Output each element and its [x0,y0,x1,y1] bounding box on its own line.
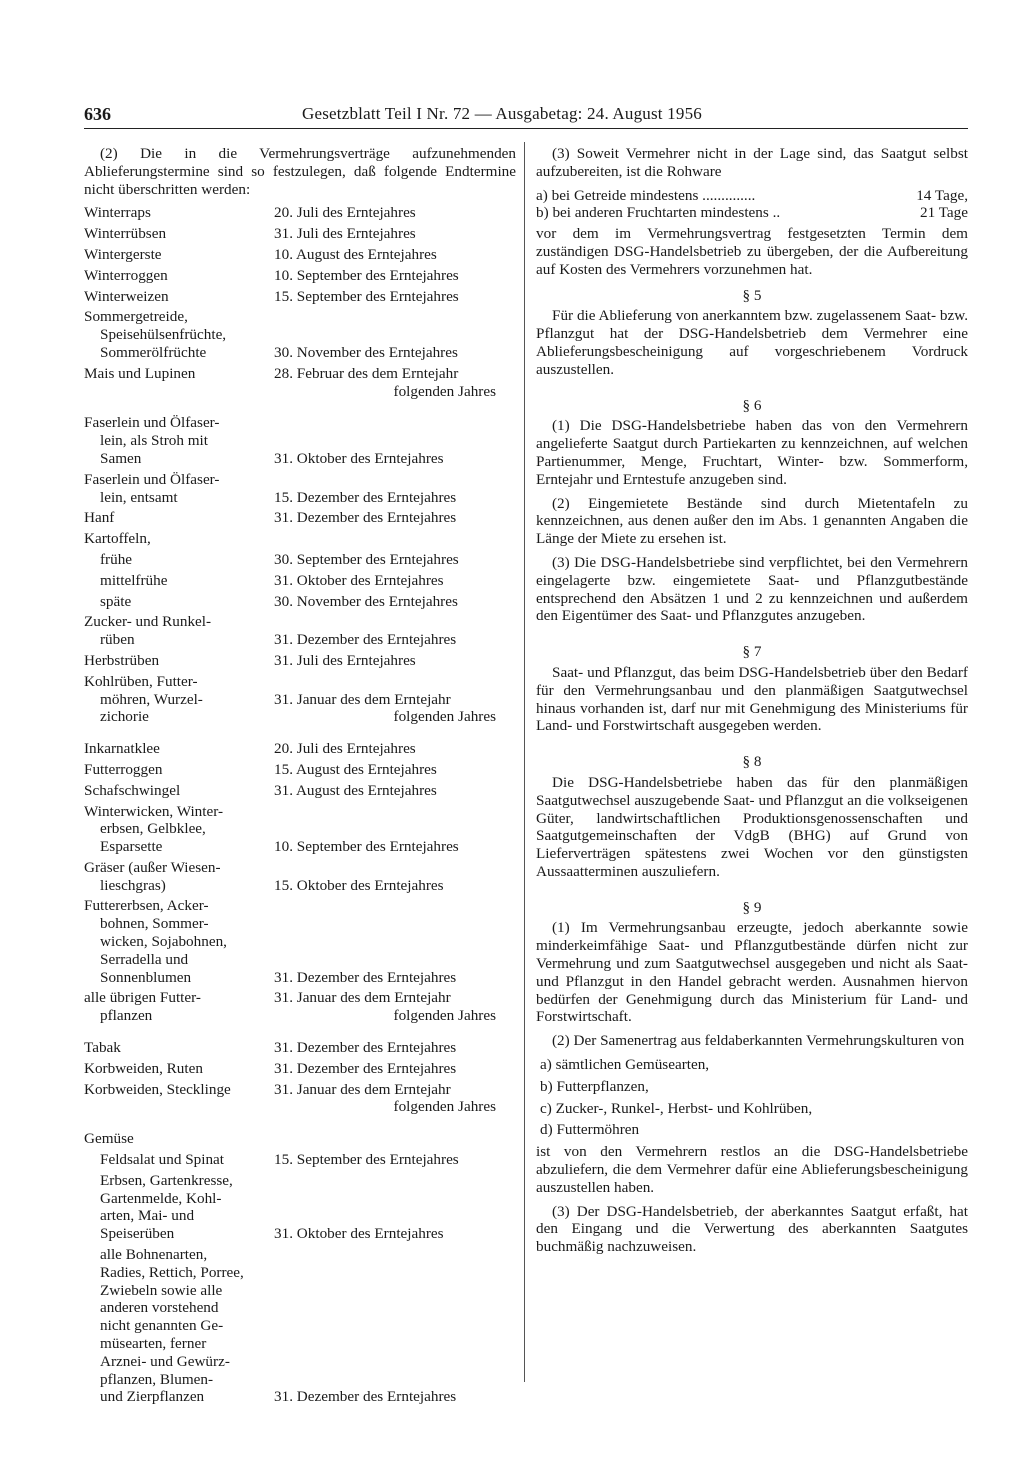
deadline-term [274,365,516,401]
section-7-text: Saat- und Pflanzgut, das beim DSG-Handelsbetrieb über den Bedarf für den Vermehrungsanbau und den planmäßigen Saatgutwechsel hinaus vorhanden ist, darf nur mit Genehmigung des Ministeriums für Land- und Forstwirtschaft ausgegeben werden. [536,663,968,735]
crop-name-line: nicht genannten Ge- [100,1317,224,1335]
deadline-term [274,1081,516,1117]
list-item-a [536,187,968,205]
deadline-term-line: folgenden Jahres [393,1098,496,1116]
crop-name [84,246,274,264]
deadline-row [84,761,516,779]
deadline-term [274,204,516,222]
crop-name-line: rüben [100,631,135,649]
deadline-row [84,509,516,527]
deadline-term [274,989,516,1025]
deadline-row [84,572,516,590]
deadline-term-line: 30. September des Erntejahres [274,550,459,568]
deadline-term-line: 30. November des Erntejahres [274,592,458,610]
deadline-term-line: 15. Dezember des Erntejahres [274,488,457,506]
crop-name [84,551,274,569]
paragraph-3-end: vor dem im Vermehrungsvertrag festgesetzten Termin dem zuständigen DSG-Handelsbetrieb zu übergeben, der die Aufbereitung auf Kosten des Vermehrers vorzunehmen hat. [536,225,968,278]
crop-name [84,471,274,507]
crop-name [84,414,274,467]
deadline-term [274,551,516,569]
deadline-term [274,761,516,779]
crop-name-line: wicken, Sojabohnen, [100,933,227,951]
deadline-term-line: 31. Dezember des Erntejahres [274,1059,457,1077]
deadline-term [274,1225,516,1243]
deadline-term-line: 31. Oktober des Erntejahres [274,1225,444,1243]
list-item-b-label: b) bei anderen Fruchtarten mindestens .. [536,204,781,222]
crop-name-line: und Zierpflanzen [100,1388,205,1406]
right-column [536,145,968,1262]
crop-name-line: Sommerölfrüchte [100,343,207,361]
deadline-term-line: 31. Oktober des Erntejahres [274,571,444,589]
crop-name-line: Samen [100,449,142,467]
crop-name-line: Winterwicken, Winter- [84,802,224,820]
deadline-term [274,877,516,895]
crop-name-line: Serradella und [100,950,189,968]
deadline-term [274,1060,516,1078]
crop-name [84,1060,274,1078]
section-9-list-item: b) Futterpflanzen, [540,1077,649,1095]
crop-name-line: Tabak [84,1039,121,1057]
deadline-row [84,1060,516,1078]
deadline-row [84,414,516,467]
crop-name-line: späte [100,592,132,610]
intro-paragraph: (2) Die in die Vermehrungsverträge aufzunehmenden Ablieferungstermine sind so festzulegen, daß folgende Endtermine nicht überschritten werden: [84,145,516,198]
deadline-term [274,225,516,243]
deadline-row [84,989,516,1025]
deadline-term-line: 31. Oktober des Erntejahres [274,449,444,467]
crop-name-line: Gartenmelde, Kohl- [100,1189,222,1207]
crop-name [84,593,274,611]
crop-name-line: alle Bohnenarten, [100,1246,208,1264]
crop-name-line: Mais und Lupinen [84,364,196,382]
deadline-row [84,673,516,726]
section-9-paragraph-2-end: ist von den Vermehrern restlos an die DSG-Handelsbetriebe abzuliefern, die dem Vermehrer dafür eine Ablieferungsbescheinigung auszustellen haben. [536,1143,968,1196]
crop-name-line: Esparsette [100,838,163,856]
section-9-paragraph-1: (1) Im Vermehrungsanbau erzeugte, jedoch aberkannte sowie minderkeimfähige Saat- und Pflanzgutbestände dürfen nicht zur Vermehrung und zum Saatgutwechsel ausgegeben und nicht als Saat- und Pflanzgut in den Handel gebracht werden. Ausnahmen hiervon bedürfen der Genehmigung durch das Ministerium für Land- und Forstwirtschaft. [536,919,968,1026]
deadline-term-line: 10. August des Erntejahres [274,245,437,263]
crop-name [84,1081,274,1117]
crop-name-line: Faserlein und Ölfaser- [84,470,220,488]
crop-name [84,740,274,758]
crop-name [84,572,274,590]
crop-name-line: Futtererbsen, Acker- [84,897,209,915]
section-5-text: Für die Ablieferung von anerkanntem bzw. zugelassenem Saat- bzw. Pflanzgut hat der DSG-Handelsbetrieb dem Vermehrer eine Ablieferungsbescheinigung auf vorgeschriebenem Vordruck auszustellen. [536,307,968,378]
list-item-a-value: 14 Tage, [916,186,968,204]
deadline-row [84,365,516,401]
section-6-paragraph-2: (2) Eingemietete Bestände sind durch Mietentafeln zu kennzeichnen, aus denen außer den im Abs. 1 genannten Angaben die Länge der Miete zu ersehen ist. [536,494,968,548]
deadline-row [84,1130,516,1148]
section-9-list-item: c) Zucker-, Runkel-, Herbst- und Kohlrüben, [540,1099,813,1117]
deadline-row [84,652,516,670]
deadline-row [84,740,516,758]
crop-name [84,1172,274,1243]
deadline-term [274,509,516,527]
crop-name-line: Korbweiden, Ruten [84,1059,203,1077]
section-9-list [536,1056,968,1139]
deadline-term-line: 31. August des Erntejahres [274,781,437,799]
deadline-term-line: 15. September des Erntejahres [274,1151,459,1169]
crop-name-line: lieschgras) [100,876,166,894]
section-9-title: § 9 [742,898,762,916]
deadline-term-line: 31. Dezember des Erntejahres [274,968,457,986]
crop-name-line: Gemüse [84,1130,134,1148]
crop-name-line: Sommergetreide, [84,308,188,326]
column-divider [524,142,525,1382]
crop-name-line: Kartoffeln, [84,530,151,548]
deadline-row [84,1172,516,1243]
deadline-row [84,1081,516,1117]
crop-name [84,225,274,243]
crop-name [84,782,274,800]
section-9-list-item: d) Futtermöhren [540,1121,640,1139]
list-item-a-label: a) bei Getreide mindestens .............. [536,186,756,204]
crop-name-line: mittelfrühe [100,571,168,589]
running-title: Gesetzblatt Teil I Nr. 72 — Ausgabetag: 24. August 1956 [302,104,702,123]
crop-name [84,365,274,401]
crop-name-line: Herbstrüben [84,651,160,669]
crop-name [84,761,274,779]
crop-name-line: alle übrigen Futter- [84,989,201,1007]
crop-name-line: Zucker- und Runkel- [84,613,212,631]
deadline-term [274,969,516,987]
crop-name-line: Speisehülsenfrüchte, [100,326,227,344]
crop-name-line: Winterraps [84,204,151,222]
crop-name [84,509,274,527]
deadline-term-line: 31. Dezember des Erntejahres [274,631,457,649]
crop-name [84,288,274,306]
deadline-term [274,652,516,670]
crop-name-line: erbsen, Gelbklee, [100,820,206,838]
deadline-term-line: 10. September des Erntejahres [274,838,459,856]
crop-name-line: bohnen, Sommer- [100,915,209,933]
deadline-term-line: folgenden Jahres [393,1007,496,1025]
deadline-row [84,471,516,507]
deadline-row [84,225,516,243]
deadline-term-line: 10. September des Erntejahres [274,266,459,284]
deadline-term [274,1388,516,1406]
section-8-title: § 8 [742,753,762,771]
deadline-term-line: folgenden Jahres [393,382,496,400]
deadline-row [84,859,516,895]
crop-name [84,530,274,548]
deadline-row [84,613,516,649]
crop-name-line: Speiserüben [100,1225,175,1243]
section-6-title: § 6 [742,396,762,414]
deadline-row [84,782,516,800]
deadline-row [84,1039,516,1057]
crop-name-line: Arznei- und Gewürz- [100,1352,230,1370]
crop-name-line: möhren, Wurzel- [100,690,203,708]
section-8-text: Die DSG-Handelsbetriebe haben das für den planmäßigen Saatgutwechsel auszugebende Saat- und Pflanzgut an die volkseigenen Güter, landwirtschaftlichen Produktionsgenossenschaften und Saatgutgemeinschaften der VdgB (BHG) auf Grund von Lieferverträgen spätestens zwei Wochen vor den günstigsten Aussaatterminen auszuliefern. [536,773,968,880]
deadline-term [274,740,516,758]
deadline-term [274,782,516,800]
deadline-term [274,489,516,507]
crop-name-line: Schafschwingel [84,781,181,799]
deadline-term-line: 15. September des Erntejahres [274,287,459,305]
deadline-term-line: 31. Januar des dem Erntejahr [274,690,451,708]
crop-name-line: anderen vorstehend [100,1299,219,1317]
deadline-term [274,1039,516,1057]
section-9-paragraph-2-intro: (2) Der Samenertrag aus feldaberkannten Vermehrungskulturen von [552,1032,965,1050]
deadline-table [84,204,516,1406]
section-7-title: § 7 [742,643,762,661]
deadline-term [274,246,516,264]
crop-name-line: frühe [100,550,133,568]
deadline-term-line: 31. Januar des dem Erntejahr [274,1080,451,1098]
section-9-paragraph-3: (3) Der DSG-Handelsbetrieb, der aberkanntes Saatgut erfaßt, hat den Eingang und die Verwertung des aberkannten Saatgutes buchmäßig nachzuweisen. [536,1202,968,1256]
deadline-row [84,530,516,548]
deadline-row [84,593,516,611]
list-item-b [536,204,968,222]
crop-name [84,803,274,856]
crop-name-line: Zwiebeln sowie alle [100,1281,223,1299]
crop-name-line: Wintergerste [84,245,162,263]
deadline-term [274,631,516,649]
deadline-row [84,803,516,856]
deadline-term [274,1151,516,1169]
deadline-row [84,204,516,222]
section-9-list-item: a) sämtlichen Gemüsearten, [540,1056,710,1074]
deadline-term [274,593,516,611]
crop-name-line: müsearten, ferner [100,1335,207,1353]
crop-name [84,859,274,895]
section-6-paragraph-1: (1) Die DSG-Handelsbetriebe haben das von den Vermehrern angelieferte Saatgut durch Partiekarten zu kennzeichnen, auf welchen Partienummer, Menge, Fruchtart, Winter- bzw. Sommerform, Erntejahr und Erntestufe anzugeben sind. [536,417,968,488]
deadline-term-line: 15. August des Erntejahres [274,760,437,778]
deadline-row [84,1151,516,1169]
section-5-title: § 5 [742,286,762,304]
crop-name-line: Sonnenblumen [100,968,192,986]
deadline-term [274,691,516,727]
crop-name [84,652,274,670]
crop-name [84,673,274,726]
deadline-term-line: 31. Januar des dem Erntejahr [274,989,451,1007]
section-6-paragraph-3: (3) Die DSG-Handelsbetriebe sind verpflichtet, bei den Vermehrern eingelagerte bzw. eingemietete Saat- und Pflanzgutbestände entsprechend den Absätzen 1 und 2 zu kennzeichnen und außerdem den Eigentümer des Saat- und Pflanzgutes anzugeben. [536,553,968,625]
crop-name-line: Winterroggen [84,266,168,284]
deadline-term-line: 30. November des Erntejahres [274,343,458,361]
deadline-row [84,288,516,306]
crop-name [84,204,274,222]
deadline-row [84,551,516,569]
crop-name-line: Gräser (außer Wiesen- [84,858,221,876]
deadline-term [274,450,516,468]
crop-name-line: Winterweizen [84,287,169,305]
deadline-term-line: 31. Dezember des Erntejahres [274,509,457,527]
crop-name [84,267,274,285]
crop-name-line: Faserlein und Ölfaser- [84,414,220,432]
crop-name-line: Kohlrüben, Futter- [84,672,198,690]
crop-name [84,1130,274,1148]
crop-name [84,897,274,986]
crop-name [84,613,274,649]
left-column [84,145,516,1406]
deadline-term-line: folgenden Jahres [393,708,496,726]
crop-name-line: zichorie [100,708,149,726]
crop-name-line: pflanzen, Blumen- [100,1370,214,1388]
deadline-row [84,897,516,986]
deadline-term-line: 31. Dezember des Erntejahres [274,1388,457,1406]
crop-name [84,989,274,1025]
list-item-b-value: 21 Tage [919,204,968,222]
crop-name-line: Hanf [84,509,115,527]
crop-name-line: lein, als Stroh mit [100,432,208,450]
crop-name-line: lein, entsamt [100,488,178,506]
crop-name [84,1039,274,1057]
page-header [84,100,968,129]
crop-name [84,308,274,361]
crop-name-line: Radies, Rettich, Porree, [100,1263,244,1281]
crop-name-line: Futterroggen [84,760,163,778]
deadline-term-line: 15. Oktober des Erntejahres [274,876,444,894]
deadline-row [84,267,516,285]
crop-name-line: Erbsen, Gartenkresse, [100,1171,233,1189]
crop-name-line: pflanzen [100,1007,153,1025]
deadline-row [84,1246,516,1406]
deadline-term-line: 20. Juli des Erntejahres [274,740,416,758]
crop-name-line: arten, Mai- und [100,1207,195,1225]
crop-name-line: Feldsalat und Spinat [100,1151,225,1169]
deadline-row [84,246,516,264]
crop-name-line: Inkarnatklee [84,740,160,758]
crop-name [84,1246,274,1406]
deadline-row [84,308,516,361]
crop-name [84,1151,274,1169]
page-number: 636 [84,104,111,124]
deadline-term-line: 31. Dezember des Erntejahres [274,1039,457,1057]
deadline-term-line: 31. Juli des Erntejahres [274,225,416,243]
deadline-term [274,838,516,856]
deadline-term-line: 31. Juli des Erntejahres [274,651,416,669]
crop-name-line: Korbweiden, Stecklinge [84,1080,231,1098]
deadline-term-line: 28. Februar des dem Erntejahr [274,364,459,382]
crop-name-line: Winterrübsen [84,225,167,243]
deadline-term [274,288,516,306]
deadline-term [274,344,516,362]
paragraph-3-intro: (3) Soweit Vermehrer nicht in der Lage sind, das Saatgut selbst aufzubereiten, ist die Rohware [536,145,968,180]
deadline-term-line: 20. Juli des Erntejahres [274,204,416,222]
deadline-term [274,572,516,590]
deadline-term [274,267,516,285]
